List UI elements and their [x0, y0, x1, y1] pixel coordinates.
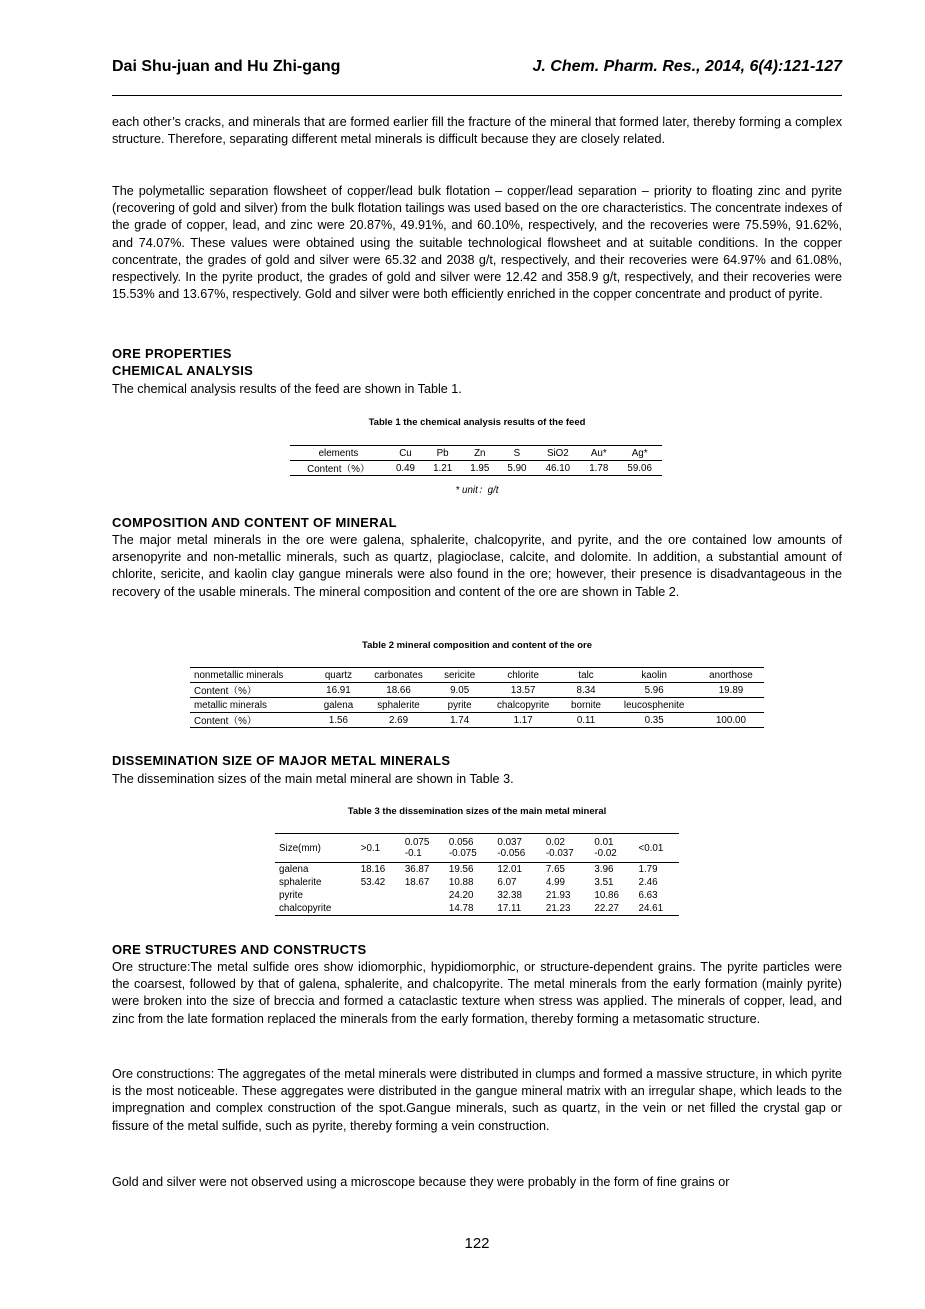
table3-cell: 18.67	[404, 877, 430, 888]
table1-header-cell: elements	[318, 447, 359, 459]
table2-cell: anorthose	[709, 669, 753, 681]
table3-cell: 18.16	[360, 864, 386, 875]
table3-cell	[357, 889, 401, 902]
table1	[290, 445, 662, 476]
table2-cell: 100.00	[715, 714, 746, 726]
paragraph-2: The polymetallic separation flowsheet of copper/lead bulk flotation – copper/lead separation – priority to floating zinc and pyrite (recovering of gold and silver) from the bulk flotation tailings was used based on the ore characteristics. The concentrate indexes of the grade of copper, lead, and zinc were 20.87%, 49.91%, and 60.10%, respectively, and the recoveries were 75.59%, 91.62%, and 74.07%. These values were obtained using the suitable technological flowsheet and at suitable conditions. In the copper concentrate, the grades of gold and silver were 65.32 and 2038 g/t, respectively, and their recoveries were 64.97% and 61.08%, respectively. In the pyrite product, the grades of gold and silver were 12.42 and 358.9 g/t, respectively, and their recoveries were 15.53% and 13.67%, respectively. Gold and silver were both efficiently enriched in the copper concentrate and product of pyrite.	[112, 184, 842, 302]
table3-cell	[357, 902, 401, 916]
table3-cell: 10.86	[594, 890, 619, 901]
header-rule	[112, 95, 842, 96]
table2-cell: bornite	[571, 699, 602, 711]
paragraph-6: Ore structure:The metal sulfide ores show idiomorphic, hypidiomorphic, or structure-dependent grains. The pyrite particles were the coarsest, followed by that of galena, sphalerite, and chalcopyrite. The metal minerals from the early formation (mainly pyrite) were broken into the size of breccia and formed a cataclastic texture when stress was applied. The minerals of copper, lead, and zinc from the late formation replaced the minerals from the early formation, thereby forming a metasomatic structure.	[112, 960, 842, 1026]
table3-cell: 4.99	[545, 877, 565, 888]
table1-header-cell: Pb	[436, 447, 449, 459]
table2-cell: chlorite	[507, 669, 539, 681]
table3-cell: 21.23	[545, 903, 571, 914]
table2-cell: chalcopyrite	[497, 699, 550, 711]
table3-row	[275, 902, 679, 916]
table1-data-cell: 0.49	[395, 462, 416, 474]
heading-chemical-analysis: CHEMICAL ANALYSIS	[112, 363, 254, 378]
table3-cell: 10.88	[448, 877, 474, 888]
heading-composition: COMPOSITION AND CONTENT OF MINERAL	[112, 515, 397, 530]
table3-header-cell: <0.01	[638, 842, 664, 854]
table1-data-cell: 59.06	[627, 462, 652, 474]
table1-data-cell: 5.90	[507, 462, 527, 474]
table2-cell: talc	[578, 669, 594, 681]
table2-cell: 1.56	[328, 714, 348, 726]
table3-cell: 6.07	[497, 877, 517, 888]
paragraph-1: each other’s cracks, and minerals that are formed earlier fill the fracture of the mineral that formed later, thereby forming a complex structure. Therefore, separating different metal minerals is difficult because they are closely related.	[112, 115, 842, 147]
table1-caption: Table 1 the chemical analysis results of the feed	[368, 417, 586, 428]
table1-data-cell: 1.21	[433, 462, 453, 474]
header-journal: J. Chem. Pharm. Res., 2014, 6(4):121-127	[532, 58, 842, 75]
table3-cell: 3.96	[594, 864, 614, 875]
table2-cell: 5.96	[644, 684, 664, 696]
table1-header-cell: Zn	[474, 447, 486, 459]
table3-cell	[401, 889, 445, 902]
table1-header-cell: SiO2	[546, 447, 569, 459]
heading-ore-structures: ORE STRUCTURES AND CONSTRUCTS	[112, 942, 367, 957]
table2-cell: sphalerite	[377, 699, 420, 711]
table2-cell: 9.05	[450, 684, 470, 696]
table2-cell: 19.89	[718, 684, 744, 696]
paragraph-5: The dissemination sizes of the main metal mineral are shown in Table 3.	[112, 772, 514, 786]
table3-cell: galena	[279, 864, 309, 875]
table2-cell: quartz	[324, 669, 353, 681]
table1-header-cell: Cu	[399, 447, 412, 459]
table2-cell: pyrite	[447, 699, 472, 711]
table3-cell: 17.11	[497, 903, 522, 914]
table3-header-cell: 0.01 -0.02	[594, 837, 617, 859]
table3-row	[275, 863, 679, 877]
table3-cell: 21.93	[545, 890, 571, 901]
table2-cell: Content（%）	[194, 716, 257, 727]
running-header	[112, 58, 842, 80]
page-number: 122	[464, 1235, 490, 1252]
table3-cell: 32.38	[497, 890, 522, 901]
table3-cell	[401, 902, 445, 916]
table3-cell: sphalerite	[279, 877, 322, 888]
table3-cell: 7.65	[545, 864, 565, 875]
table2-cell: Content（%）	[194, 686, 257, 697]
table3-row	[275, 889, 679, 902]
table1-data-cell: 1.78	[589, 462, 609, 474]
table3-cell: pyrite	[279, 890, 303, 901]
table2-row	[190, 698, 764, 713]
table2-cell: 1.74	[450, 714, 470, 726]
table3-cell: 24.20	[448, 890, 474, 901]
header-authors: Dai Shu-juan and Hu Zhi-gang	[112, 58, 341, 75]
table2-cell: 0.11	[576, 714, 596, 726]
table1-data-cell: Content（%）	[307, 464, 370, 475]
table2-cell: sericite	[444, 669, 476, 681]
table3	[275, 833, 679, 916]
table2-caption: Table 2 mineral composition and content of the ore	[362, 640, 592, 651]
paragraph-8: Gold and silver were not observed using a microscope because they were probably in the form of fine grains or	[112, 1175, 730, 1189]
heading-ore-properties: ORE PROPERTIES	[112, 346, 232, 361]
table3-header-cell: 0.056 -0.075	[448, 837, 477, 859]
table3-header-cell: >0.1	[360, 842, 381, 854]
table3-header-cell: 0.075 -0.1	[404, 837, 430, 859]
table3-cell: 3.51	[594, 877, 614, 888]
table2-cell: 16.91	[326, 684, 351, 696]
table2-cell: carbonates	[374, 669, 423, 681]
table1-header-cell: Ag*	[631, 447, 648, 459]
table3-cell: chalcopyrite	[279, 903, 332, 914]
table2-row	[190, 668, 764, 683]
table1-note: * unit：g/t	[455, 485, 499, 496]
table2-row	[190, 713, 764, 728]
table2-cell: 8.34	[576, 684, 596, 696]
table3-cell: 12.01	[497, 864, 522, 875]
table3-cell: 36.87	[404, 864, 430, 875]
table3-cell: 53.42	[360, 877, 386, 888]
table2-cell: 2.69	[388, 714, 409, 726]
table3-cell: 14.78	[448, 903, 474, 914]
table2-cell: kaolin	[641, 669, 667, 681]
table2-row	[190, 683, 764, 698]
table2-cell: metallic minerals	[194, 699, 267, 711]
heading-dissemination: DISSEMINATION SIZE OF MAJOR METAL MINERALS	[112, 753, 451, 768]
table3-cell: 19.56	[448, 864, 474, 875]
table2-cell: 13.57	[510, 684, 536, 696]
table1-header-cell: Au*	[590, 447, 607, 459]
table3-cell: 6.63	[638, 890, 658, 901]
table1-data-cell: 46.10	[545, 462, 571, 474]
table2-cell: galena	[323, 699, 354, 711]
table3-caption: Table 3 the dissemination sizes of the main metal mineral	[347, 806, 607, 817]
table1-header-cell: S	[513, 447, 521, 459]
table3-cell: 2.46	[638, 877, 658, 888]
table3-header-cell: 0.02 -0.037	[545, 837, 574, 859]
table2-cell: leucosphenite	[623, 699, 685, 711]
table3-row	[275, 876, 679, 889]
table3-cell: 22.27	[594, 903, 619, 914]
table1-data-cell: 1.95	[470, 462, 490, 474]
table2-cell: 18.66	[386, 684, 411, 696]
table2-cell: 1.17	[513, 714, 533, 726]
table3-cell: 24.61	[638, 903, 664, 914]
table2-cell: nonmetallic minerals	[194, 669, 284, 681]
table2	[190, 667, 764, 728]
table3-header-row	[275, 834, 679, 863]
paragraph-4: The major metal minerals in the ore were galena, sphalerite, chalcopyrite, and pyrite, and the ore contained low amounts of arsenopyrite and non-metallic minerals, such as quartz, plagioclase, calcite, and dolomite. In addition, a substantial amount of chlorite, sericite, and kaolin clay gangue minerals were also found in the ore; however, their presence is disadvantageous in the recovery of the usable minerals. The mineral composition and content of the ore are shown in Table 2.	[112, 533, 842, 599]
paragraph-7: Ore constructions: The aggregates of the metal minerals were distributed in clumps and formed a massive structure, in which pyrite is the most noticeable. These aggregates were distributed in the gangue mineral matrix with an irregular shape, which leads to the impregnation and complex construction of the spot.Gangue minerals, such as quartz, in the vein or net filled the crystal gap or fissure of the metal sulfide, such as pyrite, thereby forming a vein construction.	[112, 1067, 842, 1133]
table3-header-cell: 0.037 -0.056	[497, 837, 526, 859]
paragraph-3: The chemical analysis results of the feed are shown in Table 1.	[112, 382, 462, 396]
table3-cell: 1.79	[638, 864, 658, 875]
table2-cell: 0.35	[644, 714, 664, 726]
table2-cell	[698, 698, 764, 713]
table3-header-cell: Size(mm)	[279, 842, 321, 854]
